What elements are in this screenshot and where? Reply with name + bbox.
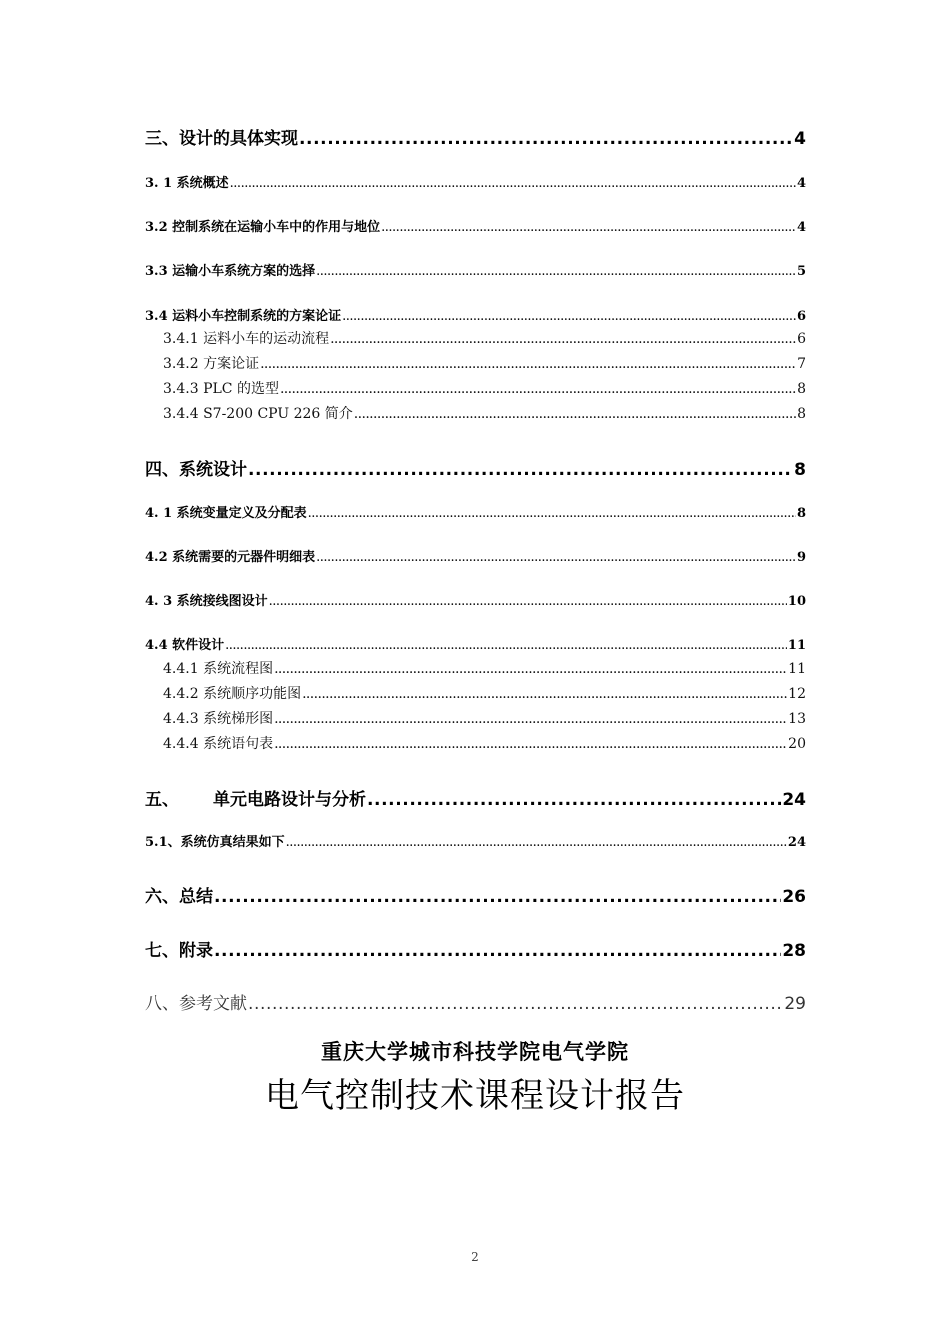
toc-entry-title: 3.4.3 PLC 的选型 (163, 381, 279, 397)
toc-entry-page: 24 (787, 835, 806, 850)
toc-entry-page: 6 (796, 309, 806, 324)
toc-entry-title: 七、附录 (145, 941, 213, 961)
toc-entry-page: 11 (788, 661, 806, 677)
toc-entry-3-4-4[interactable] (163, 403, 806, 423)
toc-entry-4-1[interactable] (145, 502, 806, 521)
toc-entry-page: 7 (797, 356, 806, 372)
toc-leader-dots (367, 790, 781, 810)
toc-entry-title: 3.4 运料小车控制系统的方案论证 (145, 309, 342, 324)
toc-entry-title: 4.4.2 系统顺序功能图 (163, 686, 302, 702)
toc-entry-3-2[interactable] (145, 216, 806, 235)
toc-entry-heading: 单元电路设计与分析 (213, 790, 366, 810)
toc-entry-page: 20 (788, 736, 806, 752)
toc-entry-title: 3.3 运输小车系统方案的选择 (145, 264, 316, 279)
toc-entry-page: 10 (787, 594, 806, 609)
toc-entry-title: 4.4.3 系统梯形图 (163, 711, 274, 727)
toc-leader-dots (248, 460, 793, 480)
toc-entry-page: 24 (782, 790, 806, 810)
toc-entry-title: 三、设计的具体实现 (145, 129, 298, 149)
toc-entry-4-3[interactable] (145, 590, 806, 609)
toc-leader-dots (274, 711, 787, 727)
toc-entry-page: 4 (794, 129, 806, 149)
toc-entry-chapter-4[interactable] (145, 455, 806, 480)
toc-leader-dots (316, 550, 796, 565)
toc-entry-title: 四、系统设计 (145, 460, 247, 480)
toc-entry-page: 8 (794, 460, 806, 480)
toc-leader-dots (286, 835, 787, 850)
toc-entry-page: 8 (797, 406, 806, 422)
toc-entry-number: 五、 (145, 790, 179, 810)
toc-entry-4-4-4[interactable] (163, 733, 806, 753)
toc-entry-chapter-5[interactable] (145, 785, 806, 810)
toc-entry-title: 3. 1 系统概述 (145, 176, 229, 191)
toc-entry-page: 8 (797, 381, 806, 397)
toc-leader-dots (381, 220, 796, 235)
toc-entry-3-4[interactable] (145, 305, 806, 324)
toc-entry-title: 4.4.4 系统语句表 (163, 736, 274, 752)
toc-entry-4-2[interactable] (145, 546, 806, 565)
toc-entry-chapter-3[interactable] (145, 124, 806, 149)
toc-leader-dots (342, 309, 796, 324)
toc-leader-dots (214, 887, 781, 907)
toc-entry-4-4-1[interactable] (163, 658, 806, 678)
toc-entry-4-4-3[interactable] (163, 708, 806, 728)
toc-entry-page: 8 (796, 506, 806, 521)
toc-entry-title: 5.1、系统仿真结果如下 (145, 835, 285, 850)
page-number: 2 (471, 1250, 479, 1264)
toc-leader-dots (280, 381, 796, 397)
toc-leader-dots (354, 406, 796, 422)
toc-entry-page: 26 (782, 887, 806, 907)
report-title: 电气控制技术课程设计报告 (265, 1076, 685, 1116)
toc-entry-page: 29 (784, 994, 806, 1014)
toc-entry-title: 4. 1 系统变量定义及分配表 (145, 506, 307, 521)
toc-entry-chapter-7[interactable] (145, 936, 806, 961)
toc-entry-page: 5 (796, 264, 806, 279)
toc-entry-4-4-2[interactable] (163, 683, 806, 703)
toc-leader-dots (299, 129, 793, 149)
toc-leader-dots (248, 994, 783, 1014)
toc-entry-page: 28 (782, 941, 806, 961)
toc-leader-dots (269, 594, 787, 609)
toc-entry-3-3[interactable] (145, 260, 806, 279)
toc-leader-dots (274, 736, 787, 752)
toc-entry-page: 4 (796, 220, 806, 235)
toc-entry-page: 4 (796, 176, 806, 191)
toc-entry-page: 11 (787, 638, 806, 653)
toc-entry-title: 4. 3 系统接线图设计 (145, 594, 268, 609)
toc-entry-5-1[interactable] (145, 831, 806, 850)
toc-entry-3-1[interactable] (145, 172, 806, 191)
toc-leader-dots (274, 661, 787, 677)
toc-entry-3-4-1[interactable] (163, 328, 806, 348)
toc-entry-title: 3.4.2 方案论证 (163, 356, 260, 372)
toc-entry-title: 3.4.1 运料小车的运动流程 (163, 331, 330, 347)
toc-leader-dots (214, 941, 781, 961)
toc-entry-chapter-8[interactable] (145, 989, 806, 1014)
toc-leader-dots (230, 176, 796, 191)
toc-leader-dots (308, 506, 796, 521)
toc-entry-title: 八、参考文献 (145, 994, 247, 1014)
toc-entry-title: 4.4.1 系统流程图 (163, 661, 274, 677)
toc-entry-chapter-6[interactable] (145, 882, 806, 907)
toc-leader-dots (260, 356, 796, 372)
toc-leader-dots (316, 264, 796, 279)
toc-entry-title: 3.4.4 S7-200 CPU 226 简介 (163, 406, 353, 422)
toc-leader-dots (302, 686, 787, 702)
toc-entry-title: 六、总结 (145, 887, 213, 907)
toc-leader-dots (225, 638, 787, 653)
toc-entry-page: 12 (788, 686, 806, 702)
toc-entry-4-4[interactable] (145, 634, 806, 653)
toc-entry-title: 4.4 软件设计 (145, 638, 225, 653)
toc-entry-title: 4.2 系统需要的元器件明细表 (145, 550, 316, 565)
school-name: 重庆大学城市科技学院电气学院 (321, 1040, 629, 1064)
toc-entry-3-4-2[interactable] (163, 353, 806, 373)
toc-entry-title: 3.2 控制系统在运输小车中的作用与地位 (145, 220, 381, 235)
toc-entry-3-4-3[interactable] (163, 378, 806, 398)
toc-leader-dots (330, 331, 796, 347)
toc-entry-page: 9 (796, 550, 806, 565)
toc-entry-page: 6 (797, 331, 806, 347)
toc-entry-title (145, 785, 366, 810)
toc-entry-page: 13 (788, 711, 806, 727)
